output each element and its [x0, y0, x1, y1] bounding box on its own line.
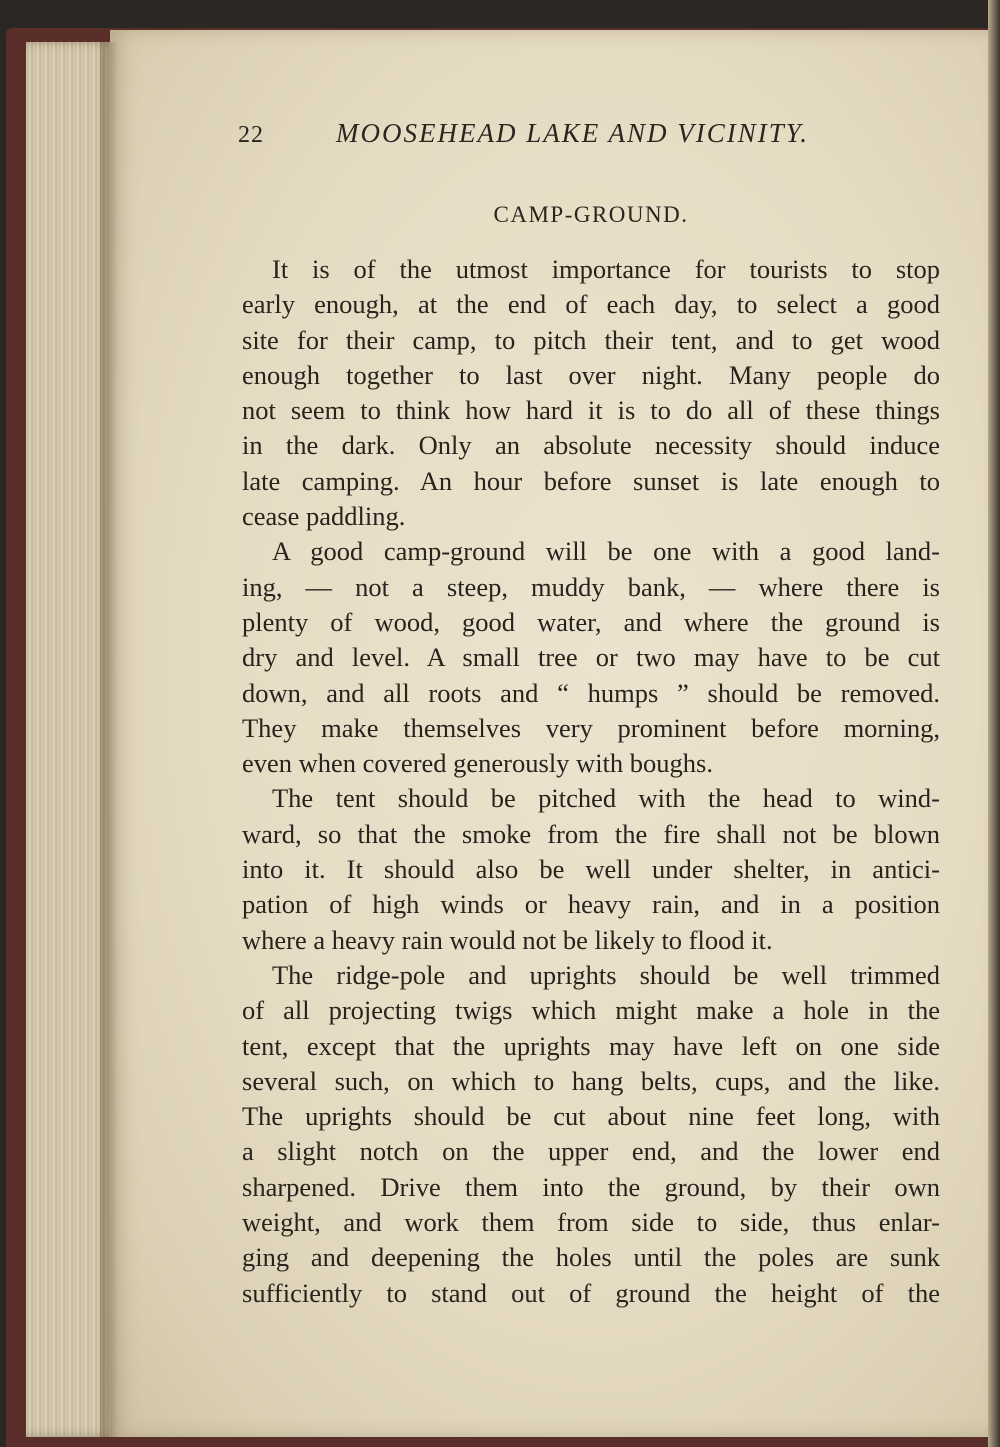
text-line: They make themselves very prominent before morning, — [242, 712, 940, 743]
text-line: site for their camp, to pitch their tent, and to get wood — [242, 324, 940, 355]
gutter-shadow — [100, 42, 118, 1437]
text-line: weight, and work them from side to side, thus enlar- — [242, 1207, 940, 1238]
text-line: The uprights should be cut about nine feet long, with — [242, 1101, 940, 1132]
page-number: 22 — [238, 122, 264, 148]
text-line: down, and all roots and “ humps ” should be removed. — [242, 677, 940, 708]
text-line: ward, so that the smoke from the fire shall not be blown — [242, 818, 940, 849]
text-line: several such, on which to hang belts, cups, and the like. — [242, 1065, 940, 1096]
text-line: a slight notch on the upper end, and the lower end — [242, 1136, 940, 1167]
text-line: of all projecting twigs which might make a hole in the — [242, 995, 940, 1026]
text-line: sufficiently to stand out of ground the height of the — [242, 1277, 940, 1308]
text-line: ging and deepening the holes until the poles are sunk — [242, 1242, 940, 1273]
text-line: enough together to last over night. Many people do — [242, 359, 940, 390]
text-line: dry and level. A small tree or two may have to be cut — [242, 642, 940, 673]
section-title: CAMP-GROUND. — [493, 202, 689, 227]
text-line: not seem to think how hard it is to do all of these things — [242, 395, 940, 426]
text-line: The ridge-pole and uprights should be well trimmed — [272, 959, 940, 990]
text-line: It is of the utmost importance for tourists to stop — [272, 254, 940, 284]
text-line: where a heavy rain would not be likely to flood it. — [242, 924, 773, 955]
text-line: late camping. An hour before sunset is late enough to — [242, 465, 940, 496]
text-line: cease paddling. — [242, 501, 406, 532]
text-line: The tent should be pitched with the head to wind- — [272, 783, 940, 814]
text-line: plenty of wood, good water, and where the ground is — [242, 606, 940, 637]
right-page-edge — [988, 0, 1000, 1447]
text-line: into it. It should also be well under shelter, in antici- — [242, 854, 940, 885]
page-header — [238, 118, 858, 158]
text-line: in the dark. Only an absolute necessity should induce — [242, 430, 940, 461]
text-line: A good camp-ground will be one with a good land- — [272, 536, 940, 567]
running-head: MOOSEHEAD LAKE AND VICINITY. — [336, 118, 810, 148]
body-text — [242, 252, 940, 1311]
text-line: even when covered generously with boughs. — [242, 748, 713, 779]
text-line: pation of high winds or heavy rain, and in a position — [242, 889, 940, 920]
text-line: tent, except that the uprights may have left on one side — [242, 1030, 940, 1061]
text-line: sharpened. Drive them into the ground, by their own — [242, 1171, 940, 1202]
text-line: early enough, at the end of each day, to select a good — [242, 289, 940, 320]
text-line: ing, — not a steep, muddy bank, — where there is — [242, 571, 940, 602]
